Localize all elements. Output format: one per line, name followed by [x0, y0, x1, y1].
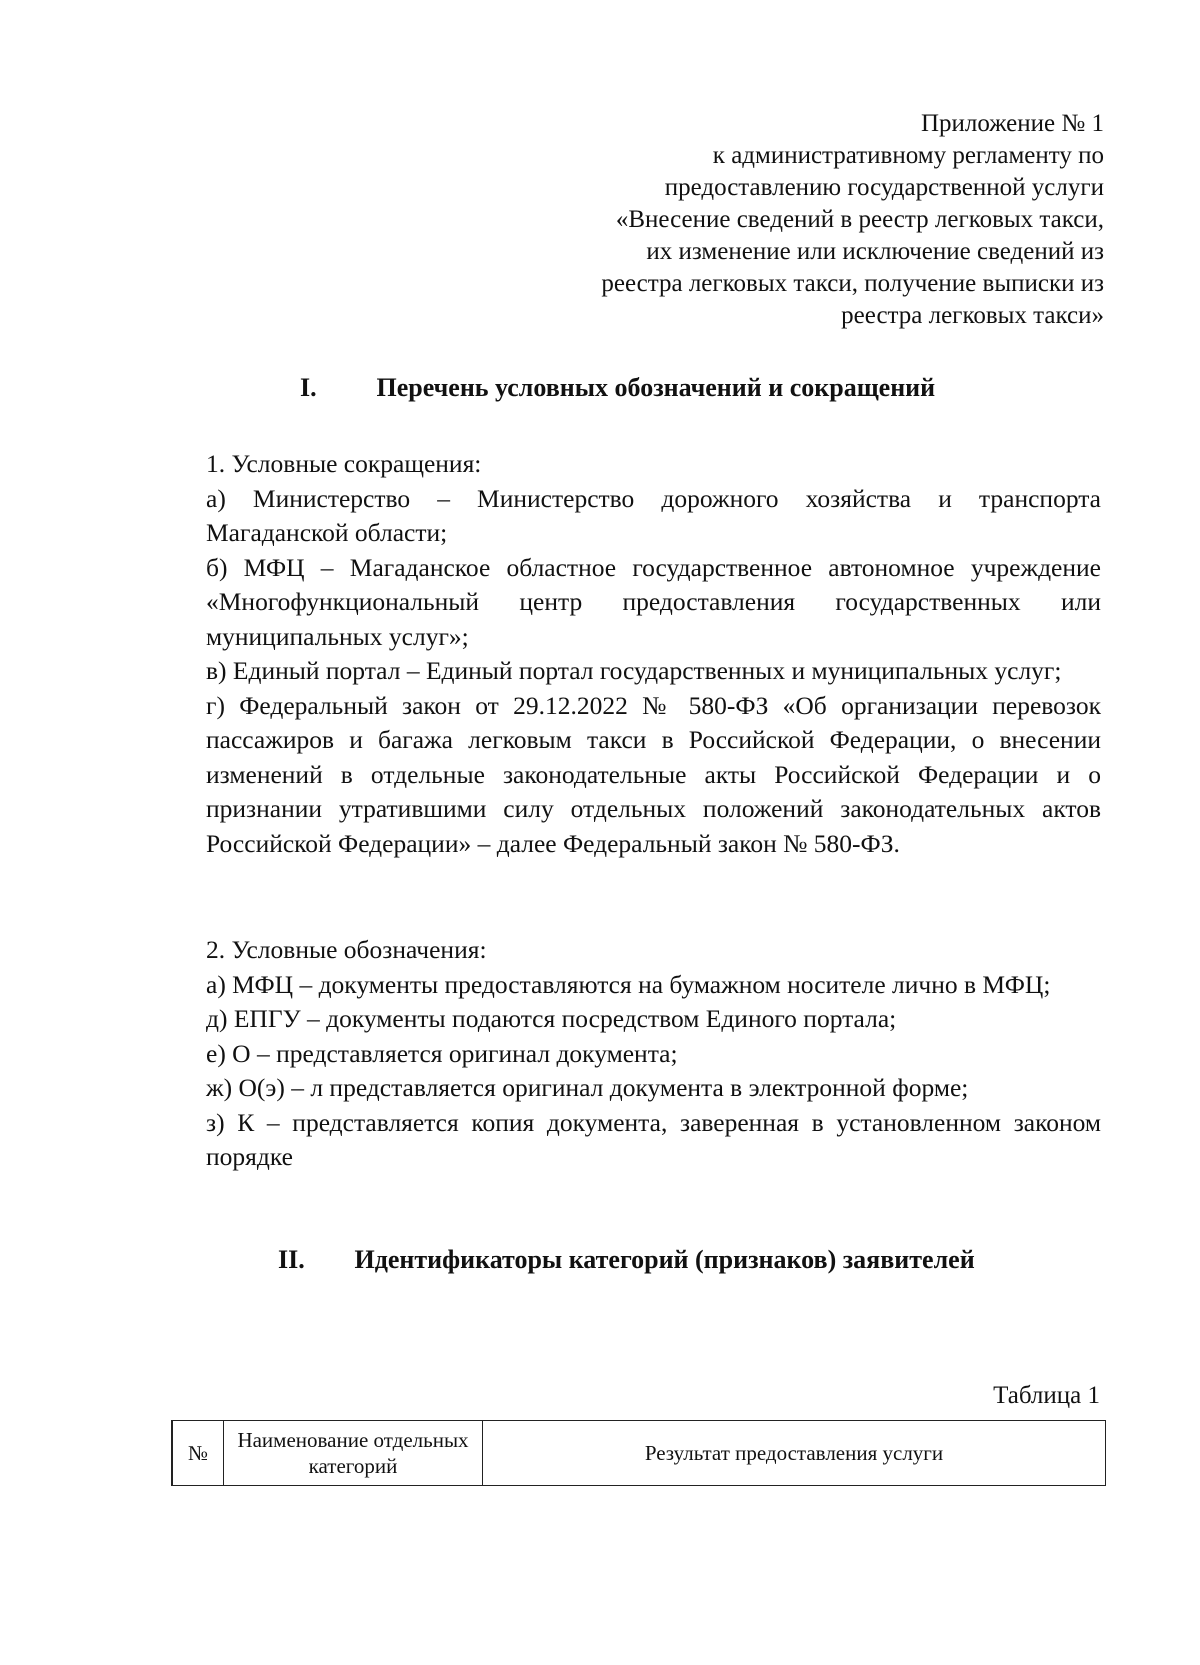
appendix-line: реестра легковых такси, получение выписки из	[601, 270, 1104, 297]
applicant-categories-table	[171, 1420, 1106, 1486]
designations-block	[206, 933, 1101, 1175]
appendix-line: предоставлению государственной услуги	[664, 174, 1104, 201]
appendix-line: к административному регламенту по	[712, 142, 1104, 169]
section-title: Перечень условных обозначений и сокращений	[376, 373, 936, 402]
abbreviation-item: в) Единый портал – Единый портал государственных и муниципальных услуг;	[206, 656, 1062, 685]
table-header-cell: Результат предоставления услуги	[483, 1421, 1106, 1486]
abbreviation-item: а) Министерство – Министерство дорожного хозяйства и транспорта Магаданской области;	[206, 483, 1101, 547]
designations-heading: 2. Условные обозначения:	[206, 935, 487, 964]
section-2-heading	[278, 1244, 975, 1276]
section-1-heading	[300, 372, 935, 404]
appendix-line: реестра легковых такси»	[841, 302, 1104, 329]
designation-item: д) ЕПГУ – документы подаются посредством Единого портала;	[206, 1004, 897, 1033]
appendix-line: «Внесение сведений в реестр легковых такси,	[615, 206, 1104, 233]
abbreviation-item: г) Федеральный закон от 29.12.2022 № 580-ФЗ «Об организации перевозок пассажиров и багажа легковым такси в Российской Федерации, о внесении изменений в отдельные законодательные акты Российской Федерации и о признании утратившими силу отдельных положений законодательных актов Российской Федерации» – далее Федеральный закон № 580-ФЗ.	[206, 690, 1101, 858]
designation-item: ж) О(э) – л представляется оригинал документа в электронной форме;	[206, 1073, 969, 1102]
abbreviation-item: б) МФЦ – Магаданское областное государственное автономное учреждение «Многофункциональный центр предоставления государственных или муниципальных услуг»;	[206, 552, 1101, 651]
designation-item: з) К – представляется копия документа, заверенная в установленном законом порядке	[206, 1107, 1101, 1171]
abbreviations-heading: 1. Условные сокращения:	[206, 449, 482, 478]
designation-item: а) МФЦ – документы предоставляются на бумажном носителе лично в МФЦ;	[206, 969, 1051, 999]
section-title: Идентификаторы категорий (признаков) заявителей	[354, 1245, 975, 1274]
table-header-cell: Наименование отдельных категорий	[224, 1421, 483, 1486]
abbreviations-block	[206, 447, 1101, 861]
table-header-cell: №	[172, 1421, 224, 1486]
section-number: II.	[278, 1245, 305, 1274]
designation-item: е) О – представляется оригинал документа;	[206, 1038, 678, 1068]
section-number: I.	[300, 373, 317, 402]
table-header-row	[172, 1421, 1106, 1486]
appendix-line: их изменение или исключение сведений из	[646, 238, 1104, 265]
appendix-line: Приложение № 1	[920, 110, 1104, 137]
appendix-header	[464, 108, 1104, 332]
table-caption: Таблица 1	[993, 1382, 1100, 1409]
